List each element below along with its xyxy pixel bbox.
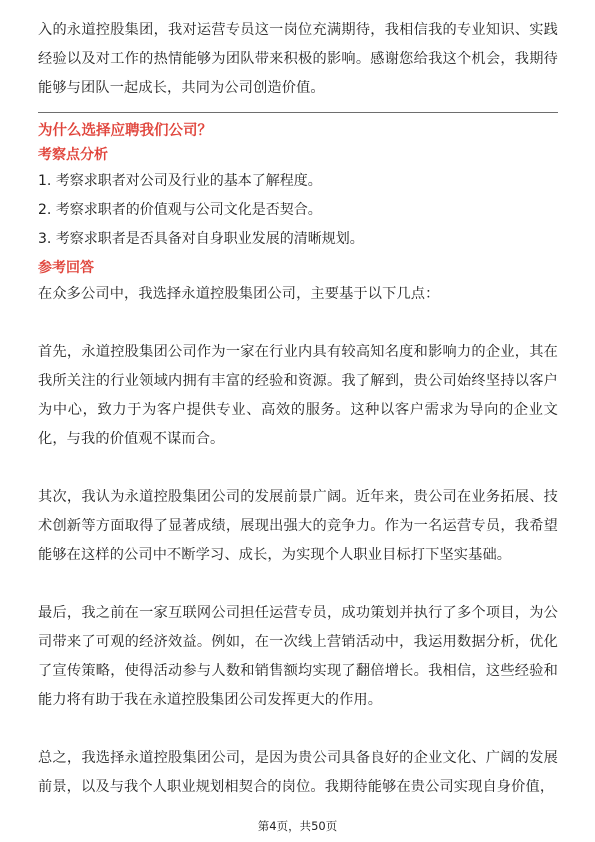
analysis-item: 3. 考察求职者是否具备对自身职业发展的清晰规划。 xyxy=(38,231,364,247)
paragraph-gap xyxy=(38,715,558,744)
page-content xyxy=(38,16,558,802)
paragraph-gap xyxy=(38,570,558,599)
paragraph-gap xyxy=(38,454,558,483)
section-divider xyxy=(38,112,558,113)
answer-paragraph: 在众多公司中，我选择永道控股集团公司，主要基于以下几点： xyxy=(38,286,440,302)
answer-heading: 参考回答 xyxy=(38,260,94,276)
analysis-item: 2. 考察求职者的价值观与公司文化是否契合。 xyxy=(38,202,322,218)
analysis-heading: 考察点分析 xyxy=(38,147,108,163)
paragraph-gap xyxy=(38,309,558,338)
answer-paragraph: 总之，我选择永道控股集团公司，是因为贵公司具备良好的企业文化、广阔的发展前景，以及与我个人职业规划相契合的岗位。我期待能够在贵公司实现自身价值， xyxy=(38,750,558,795)
page-number-footer: 第4页，共50页 xyxy=(257,819,338,833)
answer-paragraph: 首先，永道控股集团公司作为一家在行业内具有较高知名度和影响力的企业，其在我所关注的行业领域内拥有丰富的经验和资源。我了解到，贵公司始终坚持以客户为中心，致力于为客户提供专业、高效的服务。这种以客户需求为导向的企业文化，与我的价值观不谋而合。 xyxy=(38,344,558,447)
question-heading: 为什么选择应聘我们公司？ xyxy=(38,123,212,139)
analysis-item: 1. 考察求职者对公司及行业的基本了解程度。 xyxy=(38,173,322,189)
answer-paragraph: 最后，我之前在一家互联网公司担任运营专员，成功策划并执行了多个项目，为公司带来了可观的经济效益。例如，在一次线上营销活动中，我运用数据分析，优化了宣传策略，使得活动参与人数和销售额均实现了翻倍增长。我相信，这些经验和能力将有助于我在永道控股集团公司发挥更大的作用。 xyxy=(38,605,558,708)
answer-paragraph: 其次，我认为永道控股集团公司的发展前景广阔。近年来，贵公司在业务拓展、技术创新等方面取得了显著成绩，展现出强大的竞争力。作为一名运营专员，我希望能够在这样的公司中不断学习、成长，为实现个人职业目标打下坚实基础。 xyxy=(38,489,558,563)
intro-paragraph: 入的永道控股集团，我对运营专员这一岗位充满期待，我相信我的专业知识、实践经验以及对工作的热情能够为团队带来积极的影响。感谢您给我这个机会，我期待能够与团队一起成长，共同为公司创造价值。 xyxy=(38,22,558,96)
